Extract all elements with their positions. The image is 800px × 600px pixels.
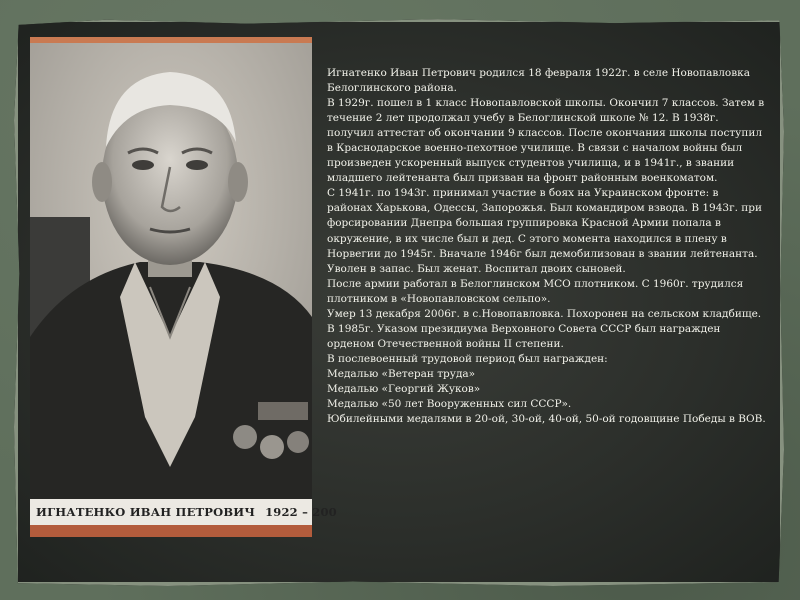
photo-caption	[30, 499, 337, 525]
bio-paragraph: В 1985г. Указом президиума Верховного Совета СССР был награжден орденом Отечественной войны II степени.	[327, 322, 721, 350]
photo-top-edge	[30, 37, 312, 43]
bio-paragraph: С 1941г. по 1943г. принимал участие в боях на Украинском фронте: в районах Харькова, Одессы, Запорожья. Был командиром взвода. В 1943г. при форсировании Днепра большая группировка Красной Армии попала в окружение, в их числе был и дед. С этого момента находился в плену в Норвегии до 1945г. Вначале 1946г был демобилизован в звании лейтенанта. Уволен в запас. Был женат. Воспитал двоих сыновей.	[327, 187, 762, 275]
biography-text	[327, 66, 767, 427]
bio-paragraph: Медалью «50 лет Вооруженных сил СССР».	[327, 398, 572, 411]
bio-paragraph: После армии работал в Белоглинском МСО плотником. С 1960г. трудился плотником в «Новопавловском сельпо».	[327, 277, 744, 305]
portrait-image	[30, 37, 312, 499]
caption-years: 1922 – 200	[265, 505, 337, 519]
caption-name: ИГНАТЕНКО ИВАН ПЕТРОВИЧ	[36, 505, 256, 519]
bio-paragraph: Медалью «Георгий Жуков»	[327, 382, 481, 395]
bio-paragraph: Юбилейными медалями в 20-ой, 30-ой, 40-ой, 50-ой годовщине Победы в ВОВ.	[327, 413, 766, 426]
bio-paragraph: В 1929г. пошел в 1 класс Новопавловской школы. Окончил 7 классов. Затем в течение 2 лет продолжал учебу в Белоглинской школе № 12. В 1938г. получил аттестат об окончании 9 классов. После окончания школы поступил в Краснодарское военно-пехотное училище. В связи с началом войны был произведен ускоренный выпуск студентов училища, и в 1941г., в звании младшего лейтенанта был призван на фронт районным военкоматом.	[327, 97, 765, 185]
bio-paragraph: Игнатенко Иван Петрович родился 18 февраля 1922г. в селе Новопавловка Белоглинского района.	[327, 67, 750, 95]
portrait-photo	[30, 37, 337, 537]
bio-paragraph: В послевоенный трудовой период был награжден:	[327, 352, 608, 365]
bio-paragraph: Умер 13 декабря 2006г. в с.Новопавловка. Похоронен на сельском кладбище.	[327, 307, 762, 320]
bio-paragraph: Медалью «Ветеран труда»	[327, 367, 476, 380]
photo-bottom-edge	[30, 525, 312, 537]
